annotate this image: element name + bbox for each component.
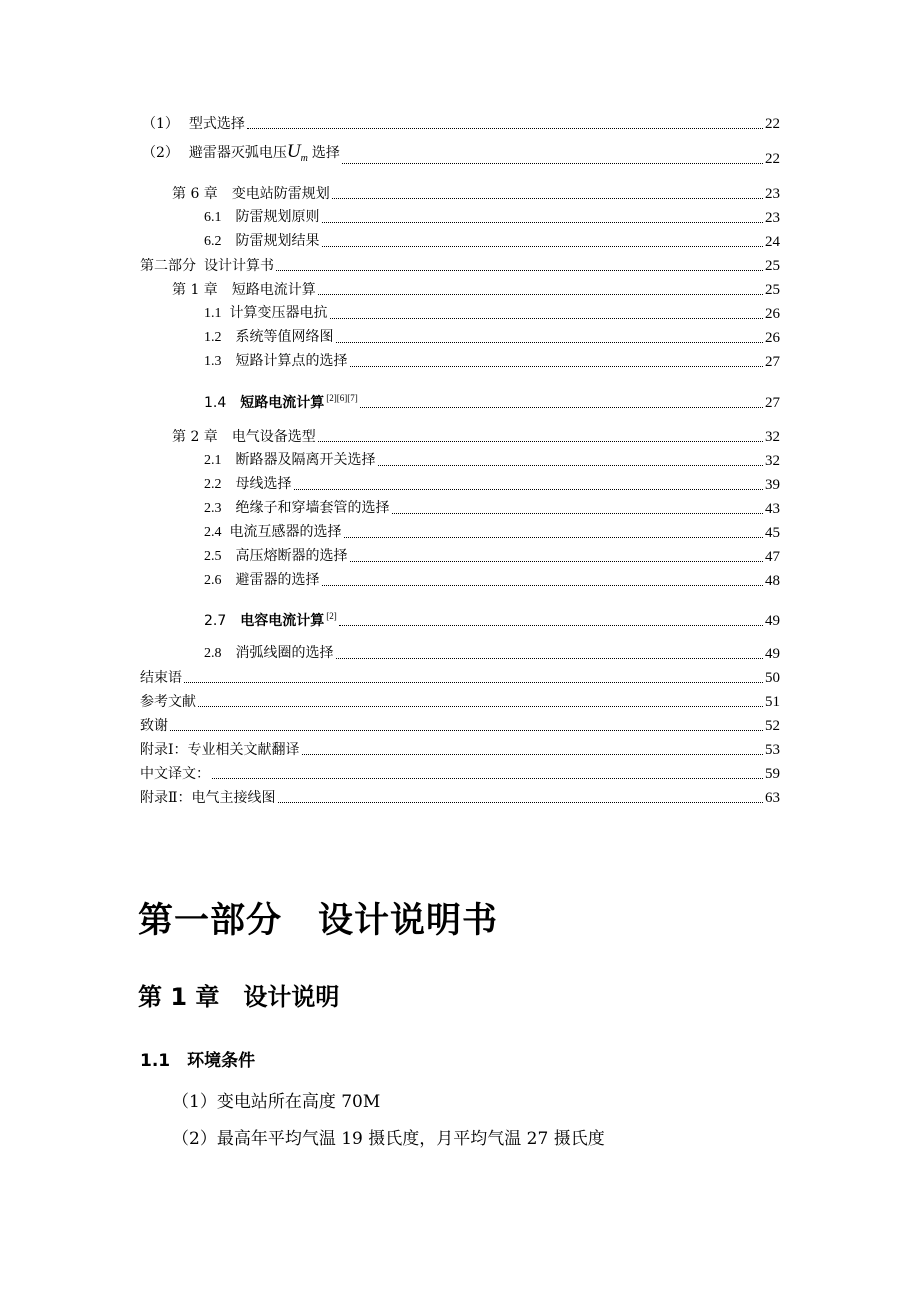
leader-dots [322,246,764,247]
leader-dots [318,441,763,442]
leader-dots [276,270,763,271]
toc-number: 2.7 [204,613,227,629]
toc-number: 2.3 [204,501,222,516]
toc-entry[interactable] [140,546,780,566]
toc-number: （1） [142,116,179,132]
toc-entry[interactable] [140,255,780,275]
toc-entry[interactable] [140,570,780,590]
toc-page: 47 [765,549,780,565]
toc-title: 母线选择 [235,476,292,492]
leader-dots [350,561,764,562]
toc-number: 第 6 章 [172,186,218,202]
toc-page: 26 [765,330,780,346]
toc-title: 致谢 [140,718,168,734]
leader-dots [350,366,764,367]
toc-entry[interactable] [140,763,780,783]
toc-title: 附录Ⅰ：专业相关文献翻译 [140,742,300,758]
toc-entry[interactable] [140,715,780,735]
toc-number: 1.2 [204,330,222,345]
body-paragraph: （1）变电站所在高度 70M [172,1092,381,1112]
toc-title: 绝缘子和穿墙套管的选择 [235,500,390,516]
toc-page: 23 [765,186,780,202]
leader-dots [360,407,763,408]
leader-dots [278,802,763,803]
toc-page: 43 [765,501,780,517]
toc-title: 防雷规划原则 [235,209,320,225]
toc-page: 23 [765,210,780,226]
leader-dots [392,513,764,514]
toc-entry[interactable] [140,303,780,323]
toc-title: 结束语 [140,670,182,686]
leader-dots [339,625,763,626]
toc-page: 59 [765,766,780,782]
toc-number: 2.4 [204,525,222,540]
toc-entry[interactable] [140,207,780,227]
toc-entry[interactable] [140,351,780,371]
toc-number: 2.8 [204,646,222,661]
toc-number: 6.1 [204,210,222,225]
toc-page: 52 [765,718,780,734]
leader-dots [322,585,764,586]
toc-number: 2.2 [204,477,222,492]
toc-number: 第 1 章 [172,282,218,298]
toc-entry[interactable] [140,691,780,711]
toc-title: 变电站防雷规划 [231,186,330,202]
toc-number: 1.4 [204,395,227,411]
toc-entry[interactable] [140,450,780,470]
toc-number: （2） [142,145,179,162]
toc-title: 电容电流计算 [240,613,325,629]
toc-title: 计算变压器电抗 [229,305,328,321]
voltage-symbol: U [286,141,301,163]
toc-page: 25 [765,282,780,298]
toc-title: 附录Ⅱ：电气主接线图 [140,790,276,806]
toc-title: 消弧线圈的选择 [235,645,334,661]
leader-dots [342,163,763,164]
leader-dots [170,730,763,731]
toc-number: 第二部分 [140,258,196,274]
toc-page: 27 [765,395,780,411]
toc-number: 2.5 [204,549,222,564]
leader-dots [212,778,763,779]
toc-number: 1.3 [204,354,222,369]
toc-page: 32 [765,453,780,469]
leader-dots [302,754,763,755]
toc-number: 6.2 [204,234,222,249]
toc-number: 第 2 章 [172,429,218,445]
toc-title-suffix: 选择 [311,145,340,162]
toc-number: 1.1 [204,306,222,321]
toc-title: 避雷器灭弧电压 [188,145,287,162]
leader-dots [247,128,763,129]
toc-title: 电气设备选型 [231,429,316,445]
toc-entry[interactable] [140,327,780,347]
toc-page: 27 [765,354,780,370]
leader-dots [294,489,764,490]
toc-title: 参考文献 [140,694,196,710]
toc-page: 51 [765,694,780,710]
toc-page: 49 [765,646,780,662]
toc-title: 断路器及隔离开关选择 [235,452,376,468]
section-heading: 1.1 环境条件 [140,1051,256,1071]
toc-entry[interactable] [140,141,780,168]
leader-dots [322,222,764,223]
toc-entry[interactable] [140,113,780,133]
toc-entry[interactable] [140,388,780,412]
toc-title: 短路计算点的选择 [235,353,348,369]
toc-title: 设计计算书 [204,258,274,274]
toc-entry[interactable] [140,787,780,807]
leader-dots [378,465,764,466]
leader-dots [336,658,764,659]
toc-page: 39 [765,477,780,493]
toc-page: 50 [765,670,780,686]
toc-title: 电流互感器的选择 [229,524,342,540]
leader-dots [336,342,764,343]
voltage-subscript: m [300,153,308,164]
toc-number: 2.6 [204,573,222,588]
leader-dots [344,537,764,538]
toc-entry[interactable] [140,474,780,494]
leader-dots [198,706,763,707]
toc-page: 53 [765,742,780,758]
toc-entry[interactable] [140,183,780,203]
toc-entry[interactable] [140,231,780,251]
toc-page: 24 [765,234,780,250]
toc-page: 22 [765,116,780,132]
toc-title: 系统等值网络图 [235,329,334,345]
leader-dots [330,318,764,319]
toc-title: 短路电流计算 [231,282,316,298]
toc-page: 63 [765,790,780,806]
leader-dots [332,198,763,199]
toc-page: 32 [765,429,780,445]
toc-entry[interactable] [140,606,780,630]
toc-entry[interactable] [140,739,780,759]
toc-title: 避雷器的选择 [235,572,320,588]
leader-dots [184,682,763,683]
body-paragraph: （2）最高年平均气温 19 摄氏度，月平均气温 27 摄氏度 [172,1129,605,1149]
toc-title: 型式选择 [188,116,245,132]
toc-entry[interactable] [140,279,780,299]
part-heading: 第一部分 设计说明书 [138,901,499,941]
toc-entry[interactable] [140,522,780,542]
toc-entry[interactable] [140,498,780,518]
toc-page: 22 [765,151,780,167]
chapter-heading: 第 1 章 设计说明 [138,983,340,1011]
toc-entry[interactable] [140,426,780,446]
toc-entry[interactable] [140,643,780,663]
toc-page: 26 [765,306,780,322]
citation-ref: [2][6][7] [326,393,358,404]
toc-title: 高压熔断器的选择 [235,548,348,564]
citation-ref: [2] [326,611,337,622]
toc-entry[interactable] [140,667,780,687]
toc-title: 中文译文： [140,766,210,782]
toc-title: 短路电流计算 [240,395,325,411]
toc-page: 49 [765,613,780,629]
toc-title: 防雷规划结果 [235,233,320,249]
toc-page: 48 [765,573,780,589]
toc-number: 2.1 [204,453,222,468]
toc-page: 45 [765,525,780,541]
toc-page: 25 [765,258,780,274]
leader-dots [318,294,763,295]
